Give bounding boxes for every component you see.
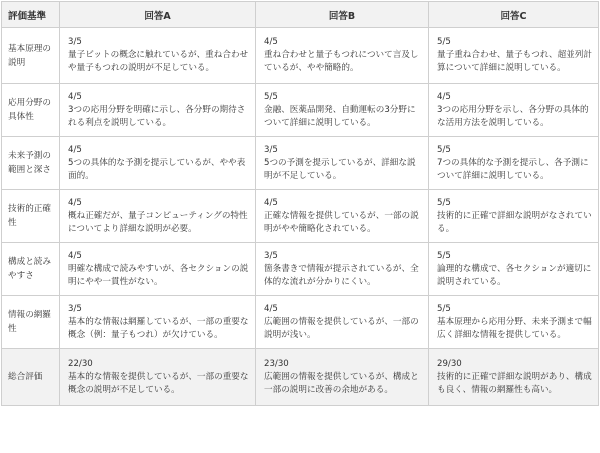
answer-c-cell bbox=[429, 296, 599, 349]
score: 5/5 bbox=[437, 197, 451, 208]
score: 4/5 bbox=[264, 37, 278, 47]
comment: 概ね正確だが、量子コンピューティングの特性についてより詳細な説明が必要。 bbox=[68, 210, 248, 234]
summary-row bbox=[2, 349, 599, 406]
answer-a-cell bbox=[60, 137, 256, 190]
answer-a-cell bbox=[60, 84, 256, 137]
comment: 金融、医薬品開発、自動運転の3分野について詳細に説明している。 bbox=[264, 104, 416, 128]
answer-a-cell bbox=[60, 190, 256, 243]
answer-a-cell bbox=[60, 28, 256, 84]
answer-c-cell bbox=[429, 190, 599, 243]
score: 5/5 bbox=[437, 250, 451, 261]
criterion-cell: 技術的正確性 bbox=[2, 190, 60, 243]
total-score: 23/30 bbox=[264, 358, 289, 369]
total-score: 22/30 bbox=[68, 358, 93, 369]
score: 4/5 bbox=[264, 303, 278, 314]
score: 5/5 bbox=[437, 303, 451, 314]
comment: 5つの具体的な予測を提示しているが、やや表面的。 bbox=[68, 157, 246, 181]
comment: 基本的な情報は網羅しているが、一部の重要な概念（例：量子もつれ）が欠けている。 bbox=[68, 316, 249, 340]
header-criteria: 評価基準 bbox=[2, 2, 60, 28]
answer-a-cell bbox=[60, 296, 256, 349]
criterion-cell: 情報の網羅性 bbox=[2, 296, 60, 349]
table-row bbox=[2, 243, 599, 296]
score: 4/5 bbox=[68, 144, 82, 155]
table-row bbox=[2, 296, 599, 349]
score: 4/5 bbox=[68, 250, 82, 261]
answer-b-cell bbox=[256, 28, 429, 84]
criterion-cell: 構成と読みやすさ bbox=[2, 243, 60, 296]
score: 4/5 bbox=[68, 197, 82, 208]
criterion-cell: 総合評価 bbox=[2, 349, 60, 406]
score: 5/5 bbox=[437, 37, 451, 47]
comment: 広範囲の情報を提供しているが、構成と一部の説明に改善の余地がある。 bbox=[264, 371, 419, 395]
header-answer-a: 回答A bbox=[60, 2, 256, 28]
score: 5/5 bbox=[437, 144, 451, 155]
answer-c-cell bbox=[429, 349, 599, 406]
header-answer-c: 回答C bbox=[429, 2, 599, 28]
total-score: 29/30 bbox=[437, 358, 462, 369]
comment: 明確な構成で読みやすいが、各セクションの説明にやや一貫性がない。 bbox=[68, 263, 249, 287]
score: 3/5 bbox=[68, 303, 82, 314]
score: 4/5 bbox=[264, 197, 278, 208]
answer-b-cell bbox=[256, 243, 429, 296]
score: 3/5 bbox=[68, 37, 82, 47]
answer-c-cell bbox=[429, 84, 599, 137]
score: 3/5 bbox=[264, 250, 278, 261]
score: 4/5 bbox=[437, 91, 451, 102]
table-row bbox=[2, 28, 599, 84]
comment: 箇条書きで情報が提示されているが、全体的な流れが分かりにくい。 bbox=[264, 263, 419, 287]
comment: 5つの予測を提示しているが、詳細な説明が不足している。 bbox=[264, 157, 416, 181]
criterion-cell: 応用分野の具体性 bbox=[2, 84, 60, 137]
comment: 量子ビットの概念に触れているが、重ね合わせや量子もつれの説明が不足している。 bbox=[68, 50, 249, 73]
comment: 論理的な構成で、各セクションが適切に説明されている。 bbox=[437, 263, 592, 287]
table-row bbox=[2, 84, 599, 137]
comment: 重ね合わせと量子もつれについて言及しているが、やや簡略的。 bbox=[264, 50, 419, 73]
score: 3/5 bbox=[264, 144, 278, 155]
criterion-cell: 未来予測の範囲と深さ bbox=[2, 137, 60, 190]
answer-b-cell bbox=[256, 349, 429, 406]
answer-a-cell bbox=[60, 349, 256, 406]
answer-b-cell bbox=[256, 296, 429, 349]
comment: 3つの応用分野を示し、各分野の具体的な活用方法を説明している。 bbox=[437, 104, 589, 128]
answer-c-cell bbox=[429, 243, 599, 296]
answer-c-cell bbox=[429, 28, 599, 84]
comment: 7つの具体的な予測を提示し、各予測について詳細に説明している。 bbox=[437, 157, 589, 181]
comment: 正確な情報を提供しているが、一部の説明がやや簡略化されている。 bbox=[264, 210, 419, 234]
criterion-cell: 基本原理の説明 bbox=[2, 28, 60, 84]
header-row bbox=[2, 2, 599, 28]
comment: 基本原理から応用分野、未来予測まで幅広く詳細な情報を提供している。 bbox=[437, 316, 592, 340]
score: 4/5 bbox=[68, 91, 82, 102]
answer-a-cell bbox=[60, 243, 256, 296]
table-row bbox=[2, 137, 599, 190]
header-answer-b: 回答B bbox=[256, 2, 429, 28]
comment: 技術的に正確で詳細な説明がなされている。 bbox=[437, 210, 592, 234]
table-row bbox=[2, 190, 599, 243]
comment: 技術的に正確で詳細な説明があり、構成も良く、情報の網羅性も高い。 bbox=[437, 371, 592, 395]
comment: 3つの応用分野を明確に示し、各分野の期待される利点を説明している。 bbox=[68, 104, 246, 128]
answer-b-cell bbox=[256, 190, 429, 243]
score: 5/5 bbox=[264, 91, 278, 102]
answer-b-cell bbox=[256, 84, 429, 137]
comment: 量子重ね合わせ、量子もつれ、超並列計算について詳細に説明している。 bbox=[437, 50, 592, 73]
comment: 広範囲の情報を提供しているが、一部の説明が浅い。 bbox=[264, 316, 419, 340]
evaluation-table bbox=[1, 1, 599, 406]
answer-b-cell bbox=[256, 137, 429, 190]
comment: 基本的な情報を提供しているが、一部の重要な概念の説明が不足している。 bbox=[68, 371, 249, 395]
answer-c-cell bbox=[429, 137, 599, 190]
